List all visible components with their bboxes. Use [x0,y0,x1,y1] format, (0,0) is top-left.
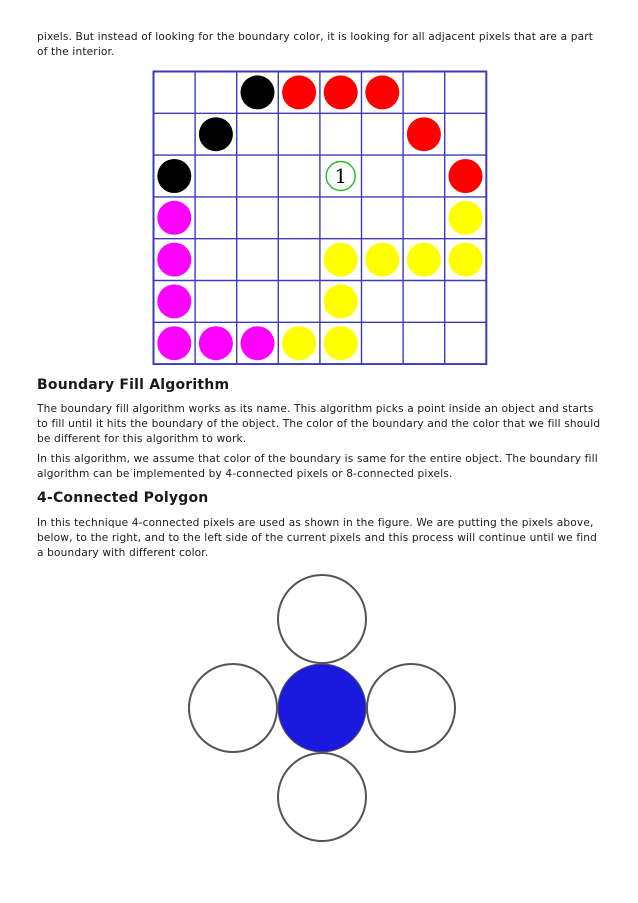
four-connected-neighbors-figure [186,568,456,848]
black-pixel-dot [241,75,275,109]
red-pixel-dot [365,75,399,109]
yellow-pixel-dot [365,243,399,277]
magenta-pixel-dot [157,243,191,277]
neighbor-pixel-bottom [278,753,366,841]
seed-pixel-label: 1 [334,164,348,188]
red-pixel-dot [324,75,358,109]
yellow-pixel-dot [324,326,358,360]
neighbor-pixel-right [367,664,455,752]
neighbor-pixel-left [189,664,277,752]
boundary-fill-paragraph-1: The boundary fill algorithm works as its name. This algorithm picks a point inside an object and starts to fill until it hits the boundary of the object. The color of the boundary and the color that we fill should be different for this algorithm to work. [37,403,601,446]
yellow-pixel-dot [449,201,483,235]
neighbor-pixel-top [278,575,366,663]
magenta-pixel-dot [157,326,191,360]
yellow-pixel-dot [324,243,358,277]
yellow-pixel-dot [449,243,483,277]
magenta-pixel-dot [157,201,191,235]
yellow-pixel-dot [282,326,316,360]
current-pixel-center [278,664,366,752]
boundary-fill-heading: Boundary Fill Algorithm [37,377,230,393]
red-pixel-dot [449,159,483,193]
magenta-pixel-dot [157,284,191,318]
yellow-pixel-dot [324,284,358,318]
yellow-pixel-dot [407,243,441,277]
black-pixel-dot [199,117,233,151]
magenta-pixel-dot [241,326,275,360]
black-pixel-dot [157,159,191,193]
magenta-pixel-dot [199,326,233,360]
four-connected-heading: 4-Connected Polygon [37,490,209,506]
intro-paragraph: pixels. But instead of looking for the boundary color, it is looking for all adjacent pixels that are a part of the interior. [37,31,594,59]
four-connected-paragraph: In this technique 4-connected pixels are used as shown in the figure. We are putting the pixels above, below, to the right, and to the left side of the current pixels and this process will continue until we find a boundary with different color. [37,517,598,560]
red-pixel-dot [407,117,441,151]
red-pixel-dot [282,75,316,109]
boundary-fill-paragraph-2: In this algorithm, we assume that color of the boundary is same for the entire object. The boundary fill algorithm can be implemented by 4-connected pixels or 8-connected pixels. [37,453,598,481]
boundary-fill-grid-figure [152,70,488,365]
